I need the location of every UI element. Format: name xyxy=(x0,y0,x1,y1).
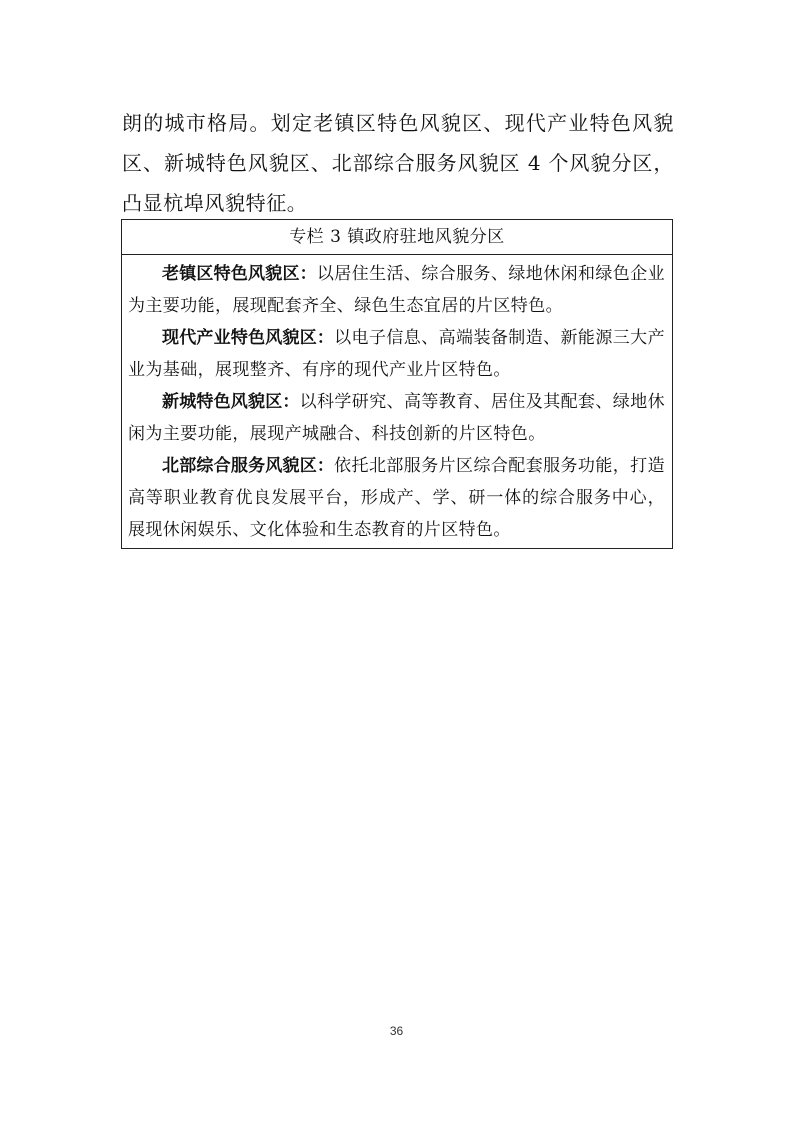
zone-term: 北部综合服务风貌区： xyxy=(162,456,335,476)
zone-item-old-town xyxy=(128,258,665,322)
zone-description: 以电子信息、高端装备制造、新能源三大产业为基础，展现整齐、有序的现代产业片区特色。 xyxy=(128,328,665,380)
zone-term: 老镇区特色风貌区： xyxy=(162,264,317,284)
box-body xyxy=(122,255,672,546)
zone-description: 以科学研究、高等教育、居住及其配套、绿地休闲为主要功能，展现产城融合、科技创新的片区特色。 xyxy=(128,392,666,444)
box-title: 专栏 3 镇政府驻地风貌分区 xyxy=(122,220,672,255)
zone-item-modern-industry xyxy=(128,322,665,386)
feature-box xyxy=(121,219,673,549)
zone-description: 以居住生活、综合服务、绿地休闲和绿色企业为主要功能，展现配套齐全、绿色生态宜居的片区特色。 xyxy=(128,264,666,316)
page-number: 36 xyxy=(389,1024,404,1038)
intro-paragraph: 朗的城市格局。划定老镇区特色风貌区、现代产业特色风貌区、新城特色风貌区、北部综合服务风貌区 4 个风貌分区，凸显杭埠风貌特征。 xyxy=(122,111,674,215)
zone-term: 新城特色风貌区： xyxy=(162,392,300,412)
zone-item-north-service xyxy=(128,450,665,546)
zone-item-new-town xyxy=(128,386,665,450)
zone-term: 现代产业特色风貌区： xyxy=(162,328,335,348)
zone-description: 依托北部服务片区综合配套服务功能，打造高等职业教育优良发展平台，形成产、学、研一体的综合服务中心，展现休闲娱乐、文化体验和生态教育的片区特色。 xyxy=(128,456,665,540)
